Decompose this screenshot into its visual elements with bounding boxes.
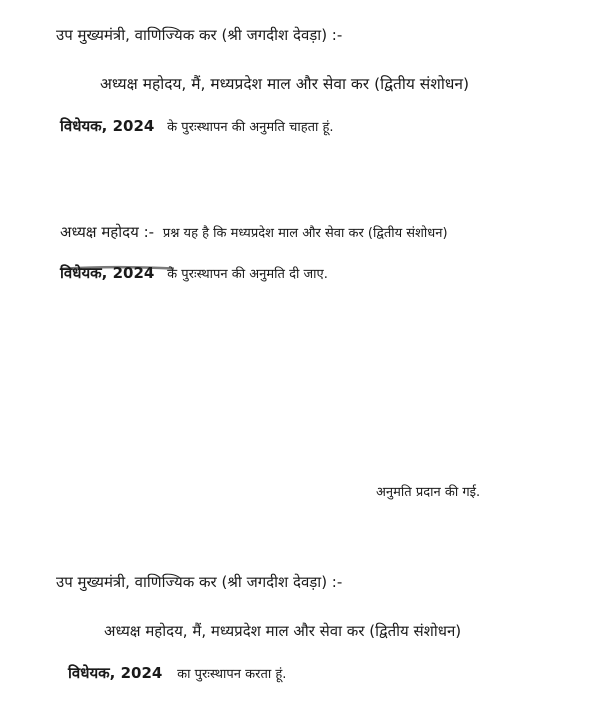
paragraph-2-rest: के पुरःस्थापन की अनुमति दी जाए.: [167, 267, 328, 282]
speaker-deputy-cm-2: उप मुख्यमंत्री, वाणिज्यिक कर (श्री जगदीश देवड़ा) :-: [56, 573, 343, 591]
paragraph-1-line-2: [60, 119, 334, 134]
paragraph-2-line-1-rest: प्रश्न यह है कि मध्यप्रदेश माल और सेवा कर (द्वितीय संशोधन): [162, 226, 448, 241]
paragraph-1-line-1: अध्यक्ष महोदय, मैं, मध्यप्रदेश माल और सेवा कर (द्वितीय संशोधन): [100, 75, 470, 93]
bill-name-2: विधेयक, 2024: [60, 264, 155, 282]
bill-name-3: विधेयक, 2024: [68, 664, 163, 682]
paragraph-4-line-1: अध्यक्ष महोदय, मैं, मध्यप्रदेश माल और सेवा कर (द्वितीय संशोधन): [104, 622, 462, 640]
speaker-chair-label: अध्यक्ष महोदय :-: [60, 223, 155, 241]
paragraph-4-line-2: [68, 666, 286, 681]
speaker-chair: [60, 225, 154, 240]
speaker-deputy-cm-1: उप मुख्यमंत्री, वाणिज्यिक कर (श्री जगदीश देवड़ा) :-: [56, 26, 343, 44]
permission-granted-note: अनुमति प्रदान की गई.: [376, 485, 481, 500]
bill-name-1: विधेयक, 2024: [60, 117, 155, 135]
paragraph-1-rest: के पुरःस्थापन की अनुमति चाहता हूं.: [167, 120, 334, 135]
paragraph-4-rest: का पुरःस्थापन करता हूं.: [177, 667, 287, 682]
paragraph-2-line-2: [60, 266, 328, 281]
paragraph-2-line-1: [60, 225, 448, 240]
